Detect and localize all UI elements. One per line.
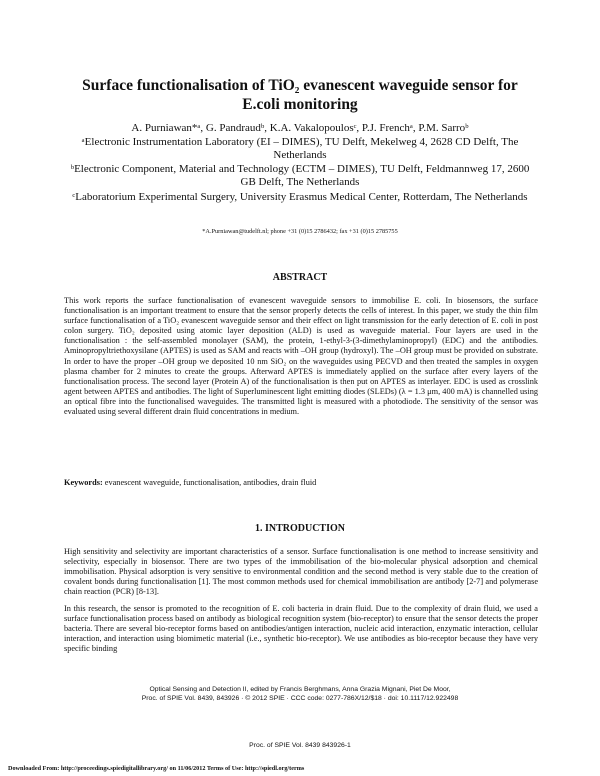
author-list: A. Purniawan*ᵃ, G. Pandraudᵇ, K.A. Vakalopoulosᶜ, P.J. Frenchᵃ, P.M. Sarroᵇ	[131, 122, 469, 134]
introduction-heading: 1. INTRODUCTION	[254, 523, 345, 534]
intro-paragraph-1: High sensitivity and selectivity are important characteristics of a sensor. Surface functionalisation is one method to increase sensitivity and selectivity, especially in biosensor. There are two types of the immobilisation of the bio-molecular physical adsorption and chemical immobilisation. Physical adsorption is very sensitive to environmental condition and the second method is very stable due to the creation of covalent bonds during functionalisation [1]. The most common methods used for chemical immobilisation are antibody [2-7] and polymerase chain reaction (PCR) [8-13].	[64, 547, 538, 597]
footer-line-1: Optical Sensing and Detection II, edited by Francis Berghmans, Anna Grazia Mignani, Piet De Moor,	[149, 686, 451, 693]
publication-footer	[60, 686, 540, 703]
keywords-line	[64, 478, 538, 487]
affiliation-b: ᵇElectronic Component, Material and Technology (ECTM – DIMES), TU Delft, Feldmannweg 17, 2600 GB Delft, The Netherlands	[70, 163, 530, 188]
intro-paragraph-2: In this research, the sensor is promoted to the recognition of E. coli bacteria in drain fluid. Due to the complexity of drain fluid, we used a surface functionalisation process based on antibody as biological recognition system (bio-receptor) to ensure that the sensor detects the proper bacteria. There are several bio-receptor forms based on antibodies/antigen interaction, nucleic acid interaction, enzymatic interaction, cellular interaction, and interaction using biomimetic material (i.e., synthetic bio-receptor). We use antibodies as bio-receptor because they have very specific binding	[64, 604, 538, 654]
download-notice: Downloaded From: http://proceedings.spiedigitallibrary.org/ on 11/06/2012 Terms of Use: http://spiedl.org/terms	[8, 765, 305, 772]
affiliation-a: ᵃElectronic Instrumentation Laboratory (EI – DIMES), TU Delft, Mekelweg 4, 2628 CD Delft, The Netherlands	[81, 136, 519, 161]
contact-info: *A.Purniawan@tudelft.nl; phone +31 (0)15 2786432; fax +31 (0)15 2785755	[202, 228, 398, 235]
paper-title-line-1: Surface functionalisation of TiO₂ evanescent waveguide sensor for	[82, 77, 518, 94]
paper-title-line-2: E.coli monitoring	[242, 96, 358, 113]
abstract-heading: ABSTRACT	[272, 272, 328, 283]
keywords-label: Keywords:	[64, 478, 103, 487]
keywords-text: evanescent waveguide, functionalisation, antibodies, drain fluid	[102, 478, 317, 487]
paper-title	[40, 76, 560, 114]
footer-line-2: Proc. of SPIE Vol. 8439, 843926 · © 2012 SPIE · CCC code: 0277-786X/12/$18 · doi: 10.1117/12.922498	[141, 694, 459, 702]
page-number: Proc. of SPIE Vol. 8439 843926-1	[249, 742, 351, 749]
abstract-text: This work reports the surface functionalisation of evanescent waveguide sensors to immobilise E. coli. In biosensors, the surface functionalisation is an important treatment to ensure that the sensor properly detects the cells of interest. In this paper, we study the thin film surface functionalisation of a TiO₂ evanescent waveguide sensor and their effect on light transmission for the early detection of E. coli in post colon surgery. TiO₂ deposited using atomic layer deposition (ALD) is used as waveguide material. Four layers are used in the functionalisation : the self-assembled monolayer (SAM), the protein, 1-ethyl-3-(3-dimethylaminopropyl) (EDC) and the antibodies. Aminopropyltriethoxysilane (APTES) is used as SAM and reacts with –OH group (hydroxyl). The –OH group must be provided on substrate. In order to have the proper –OH group we deposited 10 nm SiO₂ on the waveguides using PECVD and then treated the samples in oxygen plasma chamber for 2 minutes to create the groups. Afterward APTES is immediately applied on the surface after every layers of the functionalisation process. The second layer (Protein A) of the functionalisation is then put on APTES as interlayer. EDC is used as crosslink agent between APTES and antibodies. The light of Superluminescent light emitting diodes (SLEDs) (λ = 1.3 μm, 400 mA) is channelled using an optical fibre into the functionalised waveguides. The transmitted light is measured with a photodiode. The sensitivity of the sensor was evaluated using several different drain fluid concentrations in medium.	[64, 296, 538, 417]
affiliation-c: ᶜLaboratorium Experimental Surgery, University Erasmus Medical Center, Rotterdam, The Netherlands	[72, 191, 528, 203]
